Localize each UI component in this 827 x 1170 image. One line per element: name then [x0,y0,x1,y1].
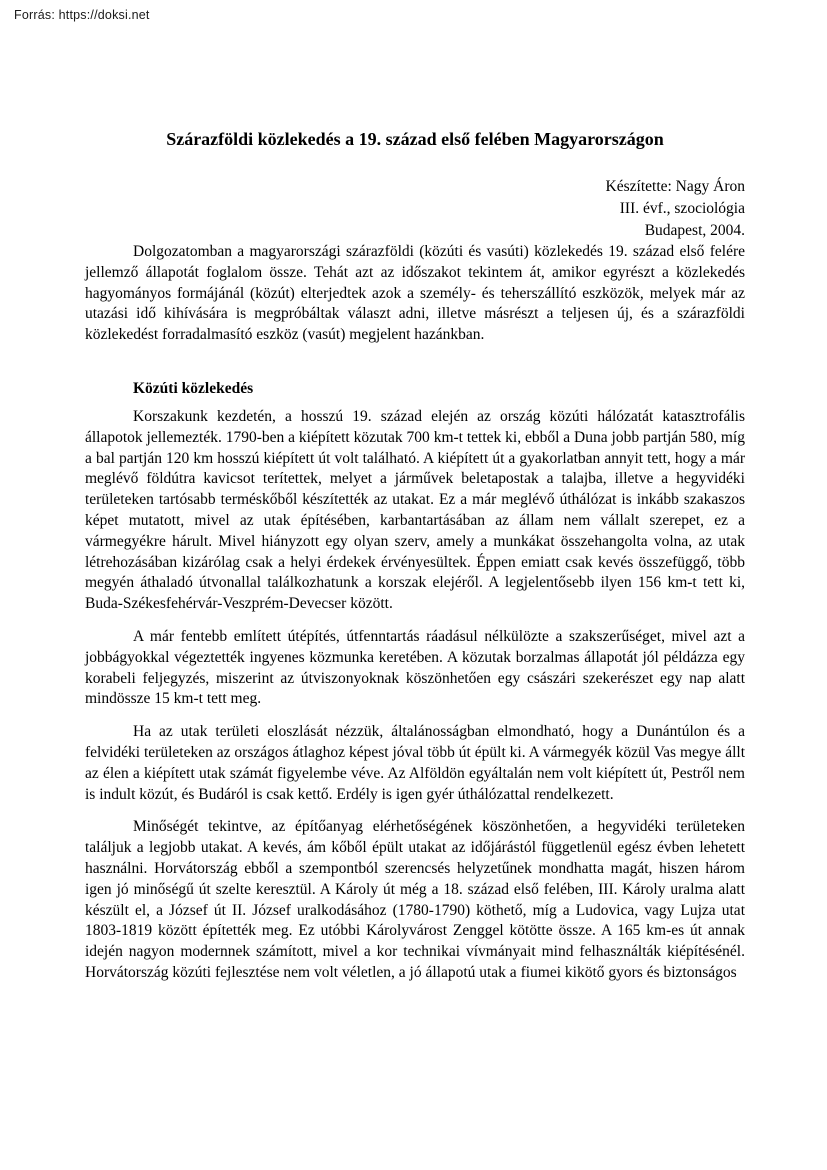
intro-paragraph: Dolgozatomban a magyarországi szárazföldi (közúti és vasúti) közlekedés 19. század első felére jellemző állapotát foglalom össze. Tehát azt az időszakot tekintem át, amikor egyrészt a közlekedés hagyományos formájánál (közút) elterjedtek azok a személy- és teherszállító eszközök, melyek már az utazási idő kihívására is megpróbáltak választ adni, illetve másrészt a teljesen új, és a szárazföldi közlekedést forradalmasító eszköz (vasút) megjelent hazánkban. [85,243,745,344]
page-title: Szárazföldi közlekedés a 19. század első felében Magyarországon [166,129,664,149]
body-paragraph: Korszakunk kezdetén, a hosszú 19. század elején az ország közúti hálózatát katasztrofális állapotok jellemezték. 1790-ben a kiépített közutak 700 km-t tettek ki, ebből a Duna jobb partján 580, míg a bal partján 120 km hosszú kiépített út volt található. A kiépített út a gyakorlatban annyit tett, hogy a már meglévő földútra kavicsot terítettek, melyet a járművek beletapostak a talajba, illetve a hegyvidéki területeken tartósabb terméskőből készítették az utakat. Ez a már meglévő úthálózat is inkább szakaszos képet mutatott, mivel az utak építésében, karbantartásában az állam nem vállalt szerepet, ez a vármegyékre hárult. Mivel hiányzott egy olyan szerv, amely a munkákat összehangolta volna, az utak létrehozásában kizárólag csak a helyi érdekek érvényesültek. Éppen emiatt csak kevés összefüggő, több megyén áthaladó útvonallal találkozhatunk a korszak elejéről. A legjelentősebb ilyen 156 km-t tett ki, Buda-Székesfehérvár-Veszprém-Devecser között. [85,407,745,613]
source-note: Forrás: https://doksi.net [14,8,150,22]
byline [85,176,745,242]
byline-place-date: Budapest, 2004. [644,222,745,239]
body-paragraph: Ha az utak területi eloszlását nézzük, általánosságban elmondható, hogy a Dunántúlon és a felvidéki területeken az országos átlaghoz képest jóval több út épült ki. A vármegyék közül Vas megye állt az élen a kiépített utak számát figyelembe véve. Az Alföldön egyáltalán nem volt kiépített út, Pestről nem is indult közút, és Budáról is csak kettő. Erdély is igen gyér úthálózattal rendelkezett. [85,723,745,803]
byline-class: III. évf., szociológia [619,200,745,217]
body-paragraph: Minőségét tekintve, az építőanyag elérhetőségének köszönhetően, a hegyvidéki területeken találjuk a legjobb utakat. A kevés, ám kőből épült utakat az időjárástól függetlenül egész évben lehetett használni. Horvátország ebből a szempontból szerencsés helyzetűnek mondhatta magát, hiszen három igen jó minőségű út szelte keresztül. A Károly út még a 18. század első felében, III. Károly uralma alatt készült el, a József út II. József uralkodásához (1780-1790) köthető, míg a Ludovica, vagy Lujza utat 1803-1819 között építették meg. Ez utóbbi Károlyvárost Zenggel kötötte össze. A 165 km-es út annak idején nagyon modernnek számított, mivel a kor technikai vívmányait mind felhasználták kiépítésénél. Horvátország közúti fejlesztése nem volt véletlen, a jó állapotú utak a fiumei kikötő gyors és biztonságos [85,818,745,981]
section-heading-kozuti-kozlekedes: Közúti közlekedés [133,379,254,397]
document-content [85,0,745,996]
body-paragraph: A már fentebb említett útépítés, útfenntartás ráadásul nélkülözte a szakszerűséget, mivel azt a jobbágyokkal végeztették ingyenes közmunka keretében. A közutak borzalmas állapotát jól példázza egy korabeli feljegyzés, miszerint az útviszonyoknak köszönhetően egy császári szekerészet egy nap alatt mindössze 15 km-t tett meg. [85,627,745,708]
byline-author: Készítette: Nagy Áron [605,178,745,195]
